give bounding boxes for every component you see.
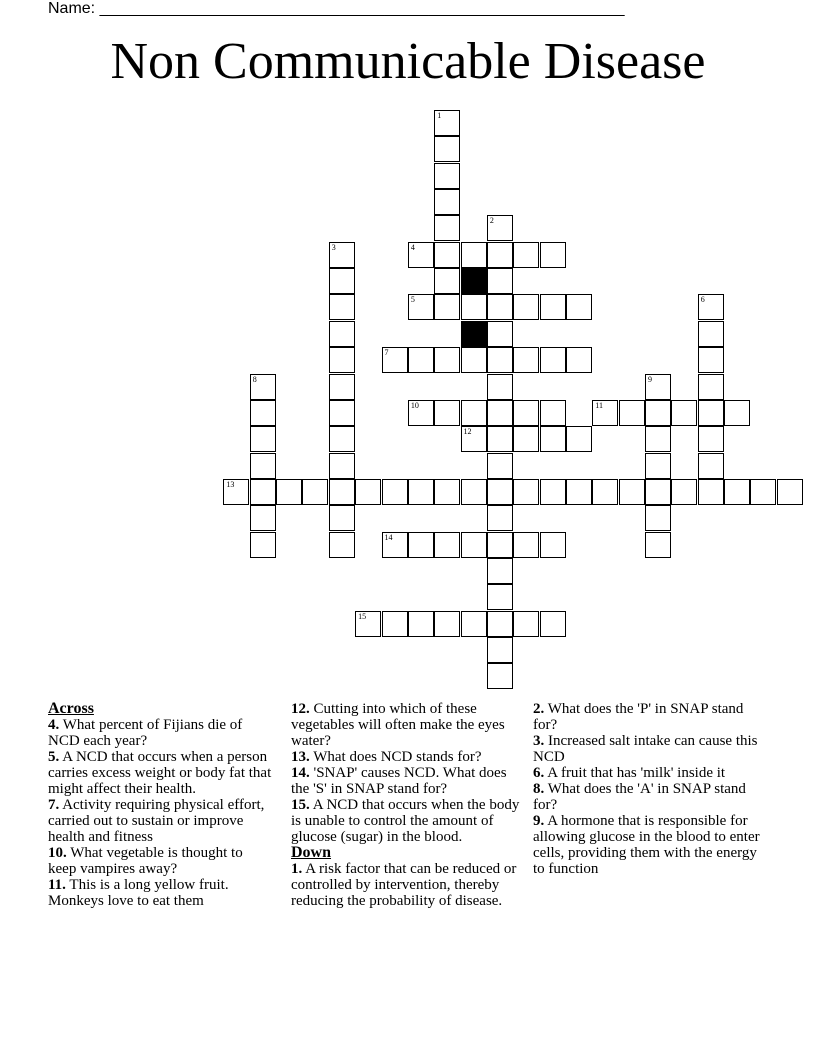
crossword-cell[interactable]	[566, 347, 592, 373]
crossword-cell[interactable]	[540, 347, 566, 373]
clue-number: 4.	[48, 717, 60, 733]
clue-across-13	[291, 749, 523, 765]
crossword-cell[interactable]	[540, 479, 566, 505]
crossword-cell[interactable]	[487, 505, 513, 531]
clue-number-label: 13	[226, 479, 235, 489]
crossword-cell[interactable]	[408, 611, 434, 637]
clue-number-label: 12	[463, 427, 472, 437]
crossword-cell[interactable]	[487, 584, 513, 610]
down-heading: Down	[291, 844, 332, 861]
clue-number-label: 11	[595, 400, 603, 410]
clue-across-10	[48, 845, 273, 877]
clue-column-2	[291, 701, 523, 909]
blocked-cell	[461, 268, 487, 294]
clue-number-label: 2	[489, 216, 494, 226]
crossword-cell[interactable]	[513, 426, 539, 452]
crossword-cell[interactable]	[329, 374, 355, 400]
crossword-cell[interactable]	[645, 426, 671, 452]
clue-text: A NCD that occurs when the body is unable to control the amount of glucose (sugar) in the blood.	[291, 797, 520, 845]
crossword-cell[interactable]	[329, 242, 355, 268]
crossword-cell[interactable]	[698, 479, 724, 505]
crossword-cell[interactable]	[434, 268, 460, 294]
crossword-cell[interactable]	[619, 479, 645, 505]
clue-across-5	[48, 749, 273, 797]
clue-down-3	[533, 733, 765, 765]
crossword-cell[interactable]	[698, 453, 724, 479]
crossword-cell[interactable]	[645, 479, 671, 505]
crossword-cell[interactable]	[487, 215, 513, 241]
crossword-cell[interactable]	[302, 479, 328, 505]
clue-text: What vegetable is thought to keep vampires away?	[48, 845, 243, 877]
across-heading: Across	[48, 700, 94, 717]
clue-text: What does the 'P' in SNAP stand for?	[533, 701, 744, 733]
crossword-cell[interactable]	[724, 400, 750, 426]
crossword-cell[interactable]	[461, 242, 487, 268]
clue-number: 11.	[48, 877, 66, 893]
crossword-cell[interactable]	[329, 268, 355, 294]
clue-number-label: 7	[384, 348, 389, 358]
name-field-label: Name: ___________________________________________________________	[48, 0, 625, 17]
clue-down-8	[533, 781, 765, 813]
crossword-cell[interactable]	[382, 347, 408, 373]
crossword-cell[interactable]	[777, 479, 803, 505]
crossword-cell[interactable]	[223, 479, 249, 505]
crossword-cell[interactable]	[434, 532, 460, 558]
clue-text: This is a long yellow fruit. Monkeys love to eat them	[48, 877, 229, 909]
crossword-cell[interactable]	[329, 479, 355, 505]
crossword-cell[interactable]	[461, 479, 487, 505]
clue-number: 14.	[291, 765, 310, 781]
crossword-cell[interactable]	[487, 558, 513, 584]
crossword-cell[interactable]	[513, 242, 539, 268]
clue-across-14	[291, 765, 523, 797]
crossword-cell[interactable]	[487, 479, 513, 505]
clue-number-label: 8	[252, 374, 257, 384]
crossword-cell[interactable]	[487, 321, 513, 347]
clue-down-1	[291, 861, 523, 909]
crossword-cell[interactable]	[461, 532, 487, 558]
crossword-cell[interactable]	[540, 426, 566, 452]
crossword-cell[interactable]	[487, 663, 513, 689]
crossword-cell[interactable]	[540, 532, 566, 558]
crossword-cell[interactable]	[487, 426, 513, 452]
crossword-cell[interactable]	[250, 505, 276, 531]
crossword-cell[interactable]	[461, 426, 487, 452]
clue-down-6	[533, 765, 765, 781]
crossword-cell[interactable]	[566, 479, 592, 505]
crossword-cell[interactable]	[487, 453, 513, 479]
clue-number-label: 1	[437, 111, 442, 120]
crossword-cell[interactable]	[461, 294, 487, 320]
clue-across-15	[291, 797, 523, 845]
clue-number-label: 4	[410, 242, 415, 252]
clue-number-label: 10	[410, 400, 419, 410]
crossword-cell[interactable]	[645, 400, 671, 426]
crossword-cell[interactable]	[487, 347, 513, 373]
clue-down-2	[533, 701, 765, 733]
crossword-cell[interactable]	[434, 294, 460, 320]
crossword-cell[interactable]	[487, 637, 513, 663]
crossword-cell[interactable]	[329, 426, 355, 452]
crossword-cell[interactable]	[329, 347, 355, 373]
crossword-cell[interactable]	[250, 532, 276, 558]
crossword-cell[interactable]	[592, 479, 618, 505]
crossword-cell[interactable]	[698, 374, 724, 400]
clue-number-label: 14	[384, 532, 393, 542]
crossword-cell[interactable]	[329, 400, 355, 426]
clue-number-label: 5	[410, 295, 415, 305]
crossword-cell[interactable]	[698, 400, 724, 426]
clue-number: 13.	[291, 749, 310, 765]
clue-across-7	[48, 797, 273, 845]
clue-number-label: 6	[700, 295, 705, 305]
crossword-cell[interactable]	[408, 294, 434, 320]
crossword-cell[interactable]	[408, 242, 434, 268]
page-title: Non Communicable Disease	[110, 33, 706, 90]
crossword-cell[interactable]	[513, 479, 539, 505]
clue-number-label: 15	[358, 611, 367, 621]
crossword-cell[interactable]	[513, 400, 539, 426]
crossword-cell[interactable]	[408, 532, 434, 558]
crossword-cell[interactable]	[671, 479, 697, 505]
crossword-cell[interactable]	[250, 400, 276, 426]
clue-text: What percent of Fijians die of NCD each year?	[48, 717, 243, 749]
crossword-cell[interactable]	[487, 268, 513, 294]
clue-number: 5.	[48, 749, 60, 765]
crossword-cell[interactable]	[355, 479, 381, 505]
crossword-cell[interactable]	[645, 453, 671, 479]
clue-number: 9.	[533, 813, 545, 829]
crossword-cell[interactable]	[645, 505, 671, 531]
crossword-cell[interactable]	[434, 479, 460, 505]
clue-text: What does NCD stands for?	[313, 749, 482, 765]
crossword-cell[interactable]	[408, 479, 434, 505]
crossword-cell[interactable]	[250, 374, 276, 400]
crossword-cell[interactable]	[698, 321, 724, 347]
crossword-cell[interactable]	[724, 479, 750, 505]
clue-number: 6.	[533, 765, 545, 781]
crossword-cell[interactable]	[329, 532, 355, 558]
crossword-cell[interactable]	[408, 347, 434, 373]
crossword-cell[interactable]	[619, 400, 645, 426]
crossword-cell[interactable]	[434, 215, 460, 241]
crossword-cell[interactable]	[698, 347, 724, 373]
crossword-cell[interactable]	[513, 532, 539, 558]
clue-column-1	[48, 701, 273, 909]
clue-text: A NCD that occurs when a person carries excess weight or body fat that might affect their health.	[48, 749, 272, 797]
clue-text: A fruit that has 'milk' inside it	[547, 765, 726, 781]
clue-column-3	[533, 701, 765, 877]
crossword-cell[interactable]	[329, 453, 355, 479]
crossword-cell[interactable]	[513, 611, 539, 637]
crossword-cell[interactable]	[592, 400, 618, 426]
clue-text: A risk factor that can be reduced or controlled by intervention, thereby reducing the probability of disease.	[291, 861, 517, 909]
crossword-cell[interactable]	[408, 400, 434, 426]
crossword-cell[interactable]	[487, 611, 513, 637]
crossword-cell[interactable]	[487, 374, 513, 400]
crossword-cell[interactable]	[566, 426, 592, 452]
crossword-cell[interactable]	[487, 532, 513, 558]
crossword-cell[interactable]	[645, 532, 671, 558]
crossword-cell[interactable]	[513, 294, 539, 320]
crossword-cell[interactable]	[750, 479, 776, 505]
clue-text: Cutting into which of these vegetables will often make the eyes water?	[291, 701, 505, 749]
clue-text: What does the 'A' in SNAP stand for?	[533, 781, 746, 813]
crossword-cell[interactable]	[250, 453, 276, 479]
crossword-cell[interactable]	[434, 242, 460, 268]
clue-text: 'SNAP' causes NCD. What does the 'S' in SNAP stand for?	[291, 765, 507, 797]
clue-number-label: 3	[331, 242, 336, 252]
crossword-cell[interactable]	[434, 347, 460, 373]
crossword-cell[interactable]	[329, 505, 355, 531]
crossword-cell[interactable]	[461, 611, 487, 637]
clue-number-label: 9	[648, 374, 652, 384]
clue-number: 8.	[533, 781, 545, 797]
clue-across-4	[48, 717, 273, 749]
crossword-cell[interactable]	[645, 374, 671, 400]
crossword-cell[interactable]	[355, 611, 381, 637]
clue-number: 2.	[533, 701, 545, 717]
clue-text: A hormone that is responsible for allowing glucose in the blood to enter cells, providing them with the energy to function	[533, 813, 760, 877]
clue-number: 7.	[48, 797, 60, 813]
crossword-cell[interactable]	[329, 321, 355, 347]
clue-across-11	[48, 877, 273, 909]
crossword-cell[interactable]	[487, 400, 513, 426]
clue-across-12	[291, 701, 523, 749]
crossword-cell[interactable]	[671, 400, 697, 426]
crossword-cell[interactable]	[276, 479, 302, 505]
clue-text: Activity requiring physical effort, carried out to sustain or improve health and fitness	[48, 797, 265, 845]
crossword-cell[interactable]	[698, 426, 724, 452]
crossword-cell[interactable]	[382, 532, 408, 558]
crossword-cell[interactable]	[434, 136, 460, 162]
crossword-cell[interactable]	[434, 611, 460, 637]
crossword-cell[interactable]	[566, 294, 592, 320]
crossword-cell[interactable]	[540, 611, 566, 637]
clue-text: Increased salt intake can cause this NCD	[533, 733, 758, 765]
clue-down-9	[533, 813, 765, 877]
crossword-cell[interactable]	[540, 294, 566, 320]
crossword-cell[interactable]	[540, 400, 566, 426]
clue-number: 15.	[291, 797, 310, 813]
clue-number: 1.	[291, 861, 303, 877]
clue-number: 3.	[533, 733, 545, 749]
crossword-cell[interactable]	[698, 294, 724, 320]
crossword-cell[interactable]	[461, 400, 487, 426]
crossword-cell[interactable]	[461, 347, 487, 373]
clue-number: 10.	[48, 845, 67, 861]
blocked-cell	[461, 321, 487, 347]
crossword-cell[interactable]	[487, 242, 513, 268]
clue-number: 12.	[291, 701, 310, 717]
crossword-cell[interactable]	[434, 163, 460, 189]
crossword-cell[interactable]	[434, 400, 460, 426]
crossword-cell[interactable]	[382, 479, 408, 505]
crossword-cell[interactable]	[513, 347, 539, 373]
crossword-cell[interactable]	[329, 294, 355, 320]
crossword-cell[interactable]	[382, 611, 408, 637]
crossword-cell[interactable]	[540, 242, 566, 268]
crossword-cell[interactable]	[250, 426, 276, 452]
crossword-cell[interactable]	[250, 479, 276, 505]
crossword-cell[interactable]	[434, 110, 460, 136]
crossword-cell[interactable]	[487, 294, 513, 320]
crossword-cell[interactable]	[434, 189, 460, 215]
